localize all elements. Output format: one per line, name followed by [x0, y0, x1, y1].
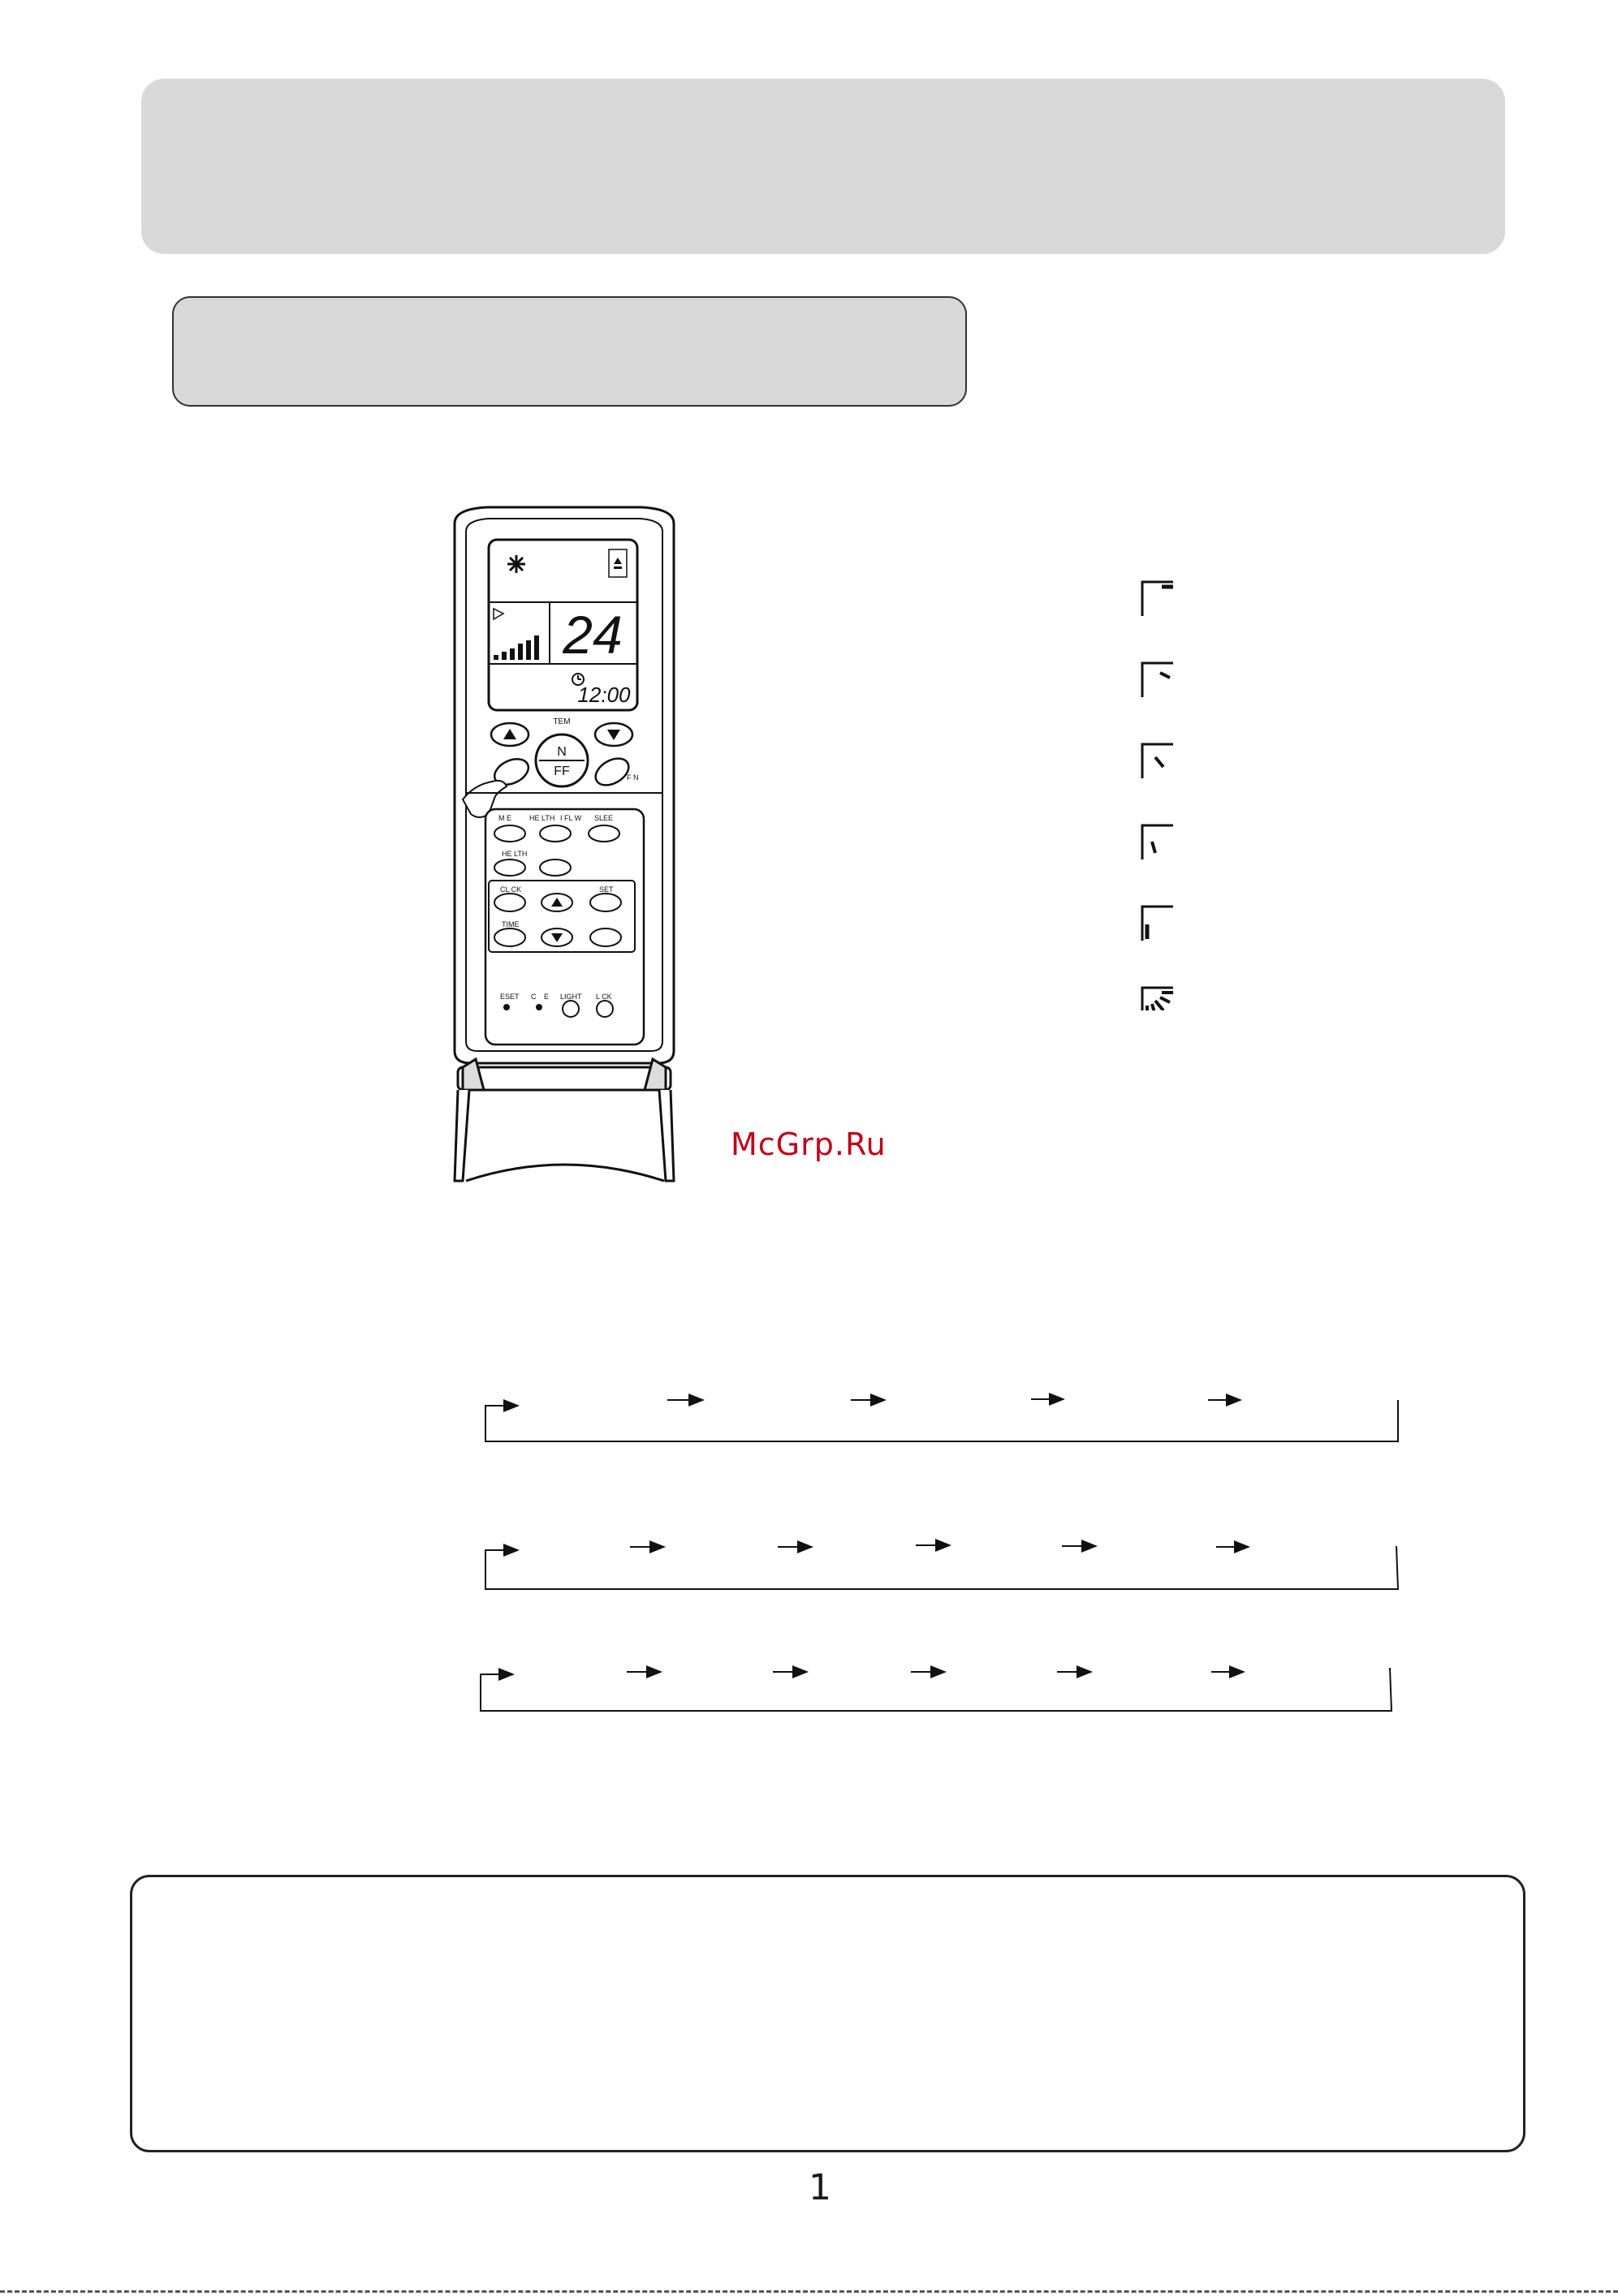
- clock-label: CL CK: [500, 885, 522, 894]
- mode-button[interactable]: [494, 825, 525, 842]
- sequence-diagrams: [455, 1363, 1413, 1729]
- swing-position-5-icon: [1142, 907, 1173, 941]
- swing-position-2-icon: [1142, 663, 1173, 697]
- temp-up-button[interactable]: [491, 723, 529, 746]
- page-bottom-rule: [0, 2290, 1618, 2293]
- remote-holder: [455, 1059, 674, 1181]
- snowflake-icon: [507, 555, 525, 573]
- timer-down-button[interactable]: [541, 928, 572, 946]
- timer-up-button[interactable]: [541, 894, 572, 911]
- light-button[interactable]: [563, 1001, 579, 1017]
- airflow-label: I FL W: [560, 814, 582, 822]
- cancel-button[interactable]: [590, 928, 621, 946]
- power-button[interactable]: [536, 734, 588, 786]
- note-box: [130, 1875, 1525, 2152]
- swing-position-4-icon: [1142, 825, 1173, 859]
- e-label: E: [544, 993, 550, 1001]
- sequence-loop-3: [481, 1668, 1391, 1711]
- time-button[interactable]: [494, 928, 525, 946]
- temp-label: TEM: [553, 717, 571, 726]
- lock-label: L CK: [596, 993, 612, 1001]
- power-button-top-label: N: [557, 745, 567, 759]
- swing-auto-icon: [1142, 988, 1173, 1010]
- reset-button[interactable]: [503, 1004, 510, 1010]
- set-label: SET: [599, 885, 614, 894]
- watermark: McGrp.Ru: [731, 1126, 887, 1162]
- health-button[interactable]: [494, 859, 525, 876]
- temp-down-button[interactable]: [595, 723, 632, 746]
- mode-label: M E: [498, 814, 512, 822]
- sequence-loop-2: [485, 1545, 1398, 1589]
- lcd-temperature: 24: [563, 605, 623, 665]
- sequence-loop-1: [485, 1399, 1398, 1441]
- set-button[interactable]: [590, 894, 621, 911]
- health-label-top: HE LTH: [529, 814, 555, 822]
- fan-label: F N: [627, 773, 639, 782]
- health-label: HE LTH: [502, 850, 528, 858]
- lock-button[interactable]: [597, 1001, 613, 1017]
- remote-control-illustration: [438, 499, 690, 1197]
- time-label: TIME: [502, 920, 520, 928]
- sleep-button[interactable]: [589, 825, 619, 842]
- swing-position-1-icon: [1142, 582, 1173, 616]
- blank-button[interactable]: [540, 859, 571, 876]
- sleep-label: SLEE: [594, 814, 614, 822]
- swing-position-3-icon: [1142, 744, 1173, 778]
- power-button-bottom-label: FF: [554, 765, 570, 778]
- code-label: C: [531, 993, 537, 1001]
- light-label: LIGHT: [560, 993, 582, 1001]
- health-airflow-button[interactable]: [540, 825, 571, 842]
- clock-button[interactable]: [494, 894, 525, 911]
- section-heading-box: [172, 296, 967, 407]
- swing-positions-column: [1133, 572, 1197, 1010]
- reset-label: ESET: [500, 993, 520, 1001]
- header-banner: [141, 79, 1505, 254]
- code-button[interactable]: [536, 1004, 542, 1010]
- lcd-clock: 12:00: [577, 683, 631, 707]
- page-number: 1: [809, 2167, 831, 2208]
